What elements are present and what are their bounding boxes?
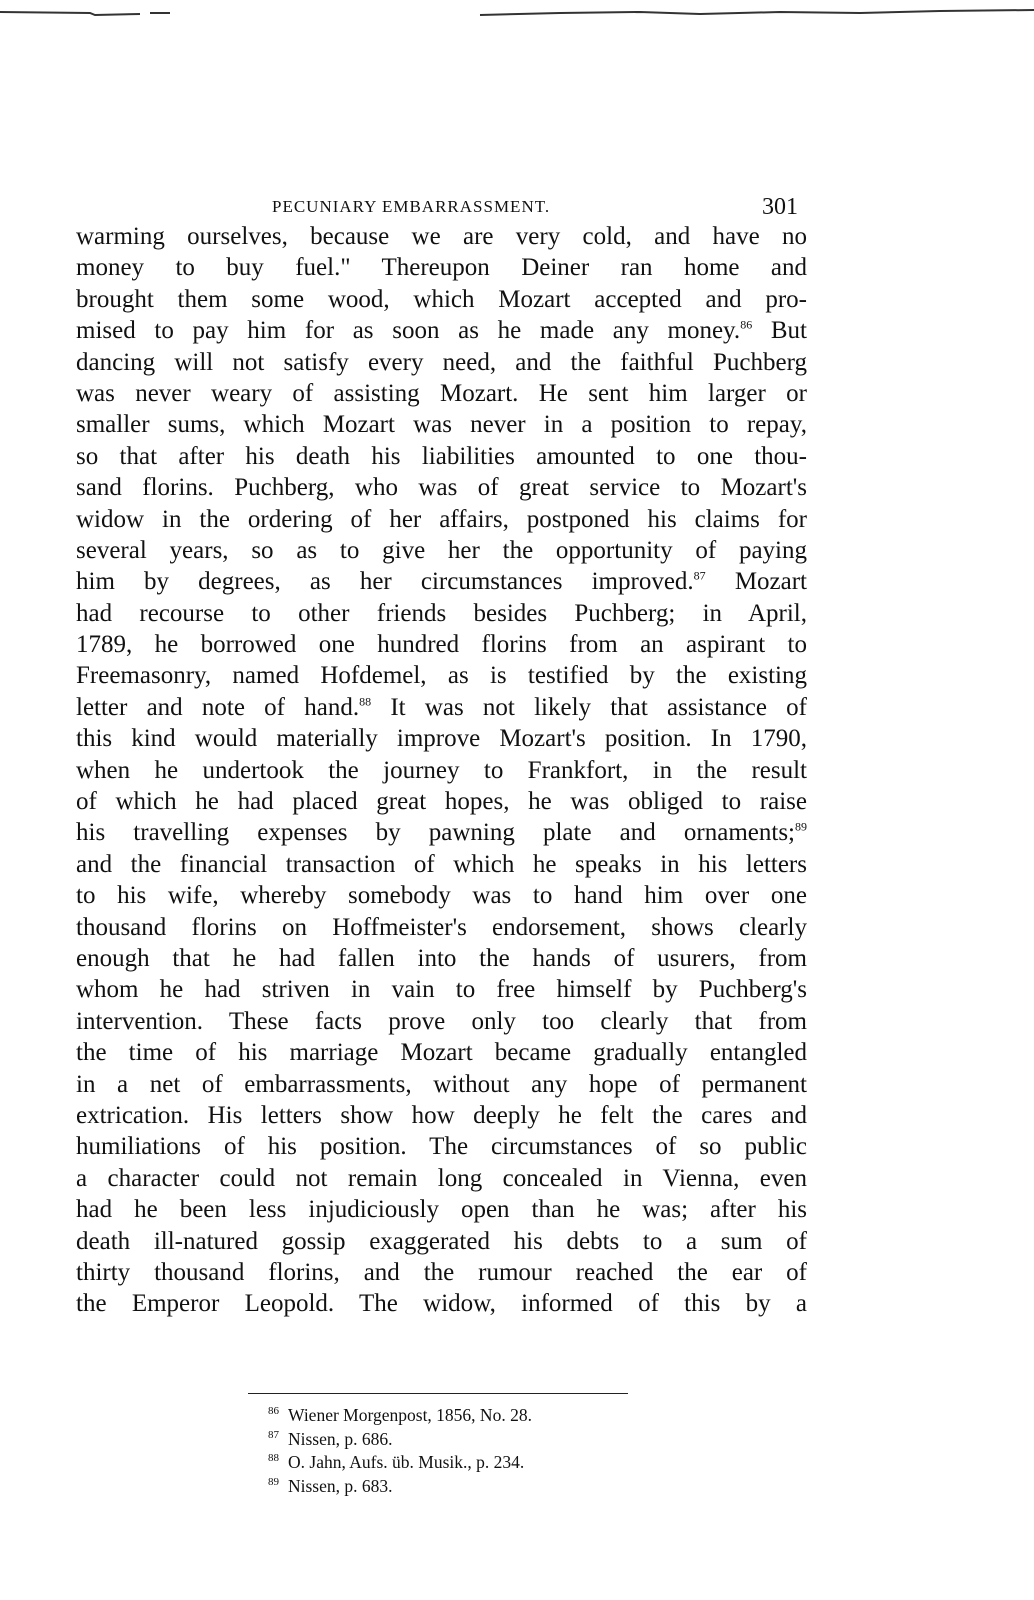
text-line: humiliations of his position. The circumstances of so public — [76, 1133, 807, 1161]
text-line: enough that he had fallen into the hands of usurers, from — [76, 944, 807, 972]
body-text — [76, 221, 807, 1320]
text-line: brought them some wood, which Mozart accepted and pro- — [76, 285, 807, 313]
text-line: in a net of embarrassments, without any hope of permanent — [76, 1070, 807, 1098]
footnote-text: Wiener Morgenpost, 1856, No. 28. — [288, 1405, 532, 1425]
text-line: thousand florins on Hoffmeister's endorsement, shows clearly — [76, 913, 807, 941]
text-line — [76, 817, 807, 848]
running-head-title: PECUNIARY EMBARRASSMENT. — [272, 197, 551, 216]
footnote: 86 Wiener Morgenpost, 1856, No. 28. — [268, 1405, 532, 1425]
text-line: this kind would materially improve Mozart's position. In 1790, — [76, 725, 807, 753]
footnote-ref-87: 87 — [693, 568, 706, 583]
text-line: so that after his death his liabilities amounted to one thou- — [76, 442, 807, 470]
line-text-cont: But — [770, 317, 807, 345]
text-line: dancing will not satisfy every need, and the faithful Puchberg — [76, 348, 807, 376]
page-number: 301 — [762, 194, 798, 220]
scan-edge-artifact — [0, 8, 1034, 22]
text-line: money to buy fuel." Thereupon Deiner ran home and — [76, 254, 807, 282]
line-text: him by degrees, as her circumstances improved. — [76, 568, 694, 596]
text-line: the time of his marriage Mozart became gradually entangled — [76, 1039, 807, 1067]
text-line: had he been less injudiciously open than he was; after his — [76, 1196, 807, 1224]
text-line: death ill-natured gossip exaggerated his debts to a sum of — [76, 1227, 807, 1255]
text-line: intervention. These facts prove only too clearly that from — [76, 1007, 807, 1035]
text-line: several years, so as to give her the opportunity of paying — [76, 536, 807, 564]
text-line: smaller sums, which Mozart was never in a position to repay, — [76, 411, 807, 439]
footnotes — [268, 1404, 688, 1498]
footnote-ref-88: 88 — [359, 694, 372, 709]
text-line: warming ourselves, because we are very cold, and have no — [76, 223, 807, 250]
line-text-cont: It was not likely that assistance of — [390, 693, 808, 721]
footnote-text: Nissen, p. 683. — [288, 1475, 393, 1496]
text-line: of which he had placed great hopes, he was obliged to raise — [76, 788, 807, 816]
line-text: his travelling expenses by pawning plate and ornaments; — [76, 819, 795, 847]
line-text: mised to pay him for as soon as he made any money. — [76, 317, 741, 345]
text-line: thirty thousand florins, and the rumour reached the ear of — [76, 1258, 807, 1286]
footnote-divider — [248, 1393, 628, 1394]
text-line: sand florins. Puchberg, who was of great service to Mozart's — [76, 474, 807, 502]
text-line: a character could not remain long concealed in Vienna, even — [76, 1164, 807, 1192]
line-text-cont: Mozart — [734, 568, 808, 596]
footnote-text: Nissen, p. 686. — [288, 1428, 393, 1449]
footnote-text: O. Jahn, Aufs. üb. Musik., p. 234. — [288, 1452, 525, 1472]
footnote: 89 Nissen, p. 683. — [268, 1475, 393, 1496]
text-line: Freemasonry, named Hofdemel, as is testified by the existing — [76, 662, 807, 690]
text-line: was never weary of assisting Mozart. He sent him larger or — [76, 379, 807, 407]
text-line: when he undertook the journey to Frankfort, in the result — [76, 756, 807, 784]
text-line: the Emperor Leopold. The widow, informed of this by a — [76, 1290, 807, 1318]
text-line: 1789, he borrowed one hundred florins from an aspirant to — [76, 631, 807, 659]
footnote-ref-86: 86 — [740, 317, 753, 332]
text-line: and the financial transaction of which he speaks in his letters — [76, 850, 807, 878]
text-line: had recourse to other friends besides Puchberg; in April, — [76, 599, 807, 627]
text-line: widow in the ordering of her affairs, postponed his claims for — [76, 505, 807, 533]
text-line: extrication. His letters show how deeply he felt the cares and — [76, 1101, 807, 1129]
text-line: to his wife, whereby somebody was to hand him over one — [76, 882, 807, 910]
text-line: whom he had striven in vain to free himself by Puchberg's — [76, 976, 807, 1004]
line-text: letter and note of hand. — [76, 693, 360, 721]
text-line — [76, 315, 807, 346]
text-line — [76, 566, 807, 597]
footnote: 88 O. Jahn, Aufs. üb. Musik., p. 234. — [268, 1452, 525, 1472]
footnote: 87 Nissen, p. 686. — [268, 1428, 393, 1449]
footnote-ref-89: 89 — [795, 820, 807, 835]
text-line — [76, 692, 807, 723]
